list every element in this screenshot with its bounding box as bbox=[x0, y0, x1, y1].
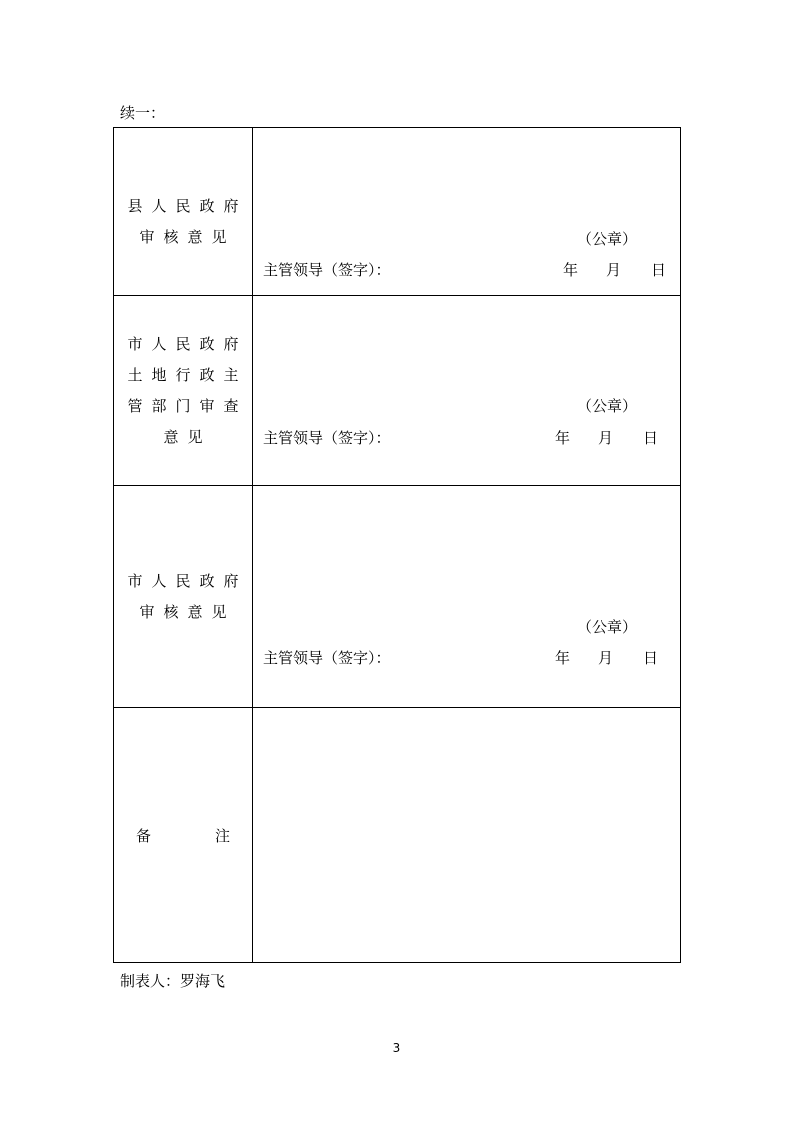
preparer-label: 制表人：罗海飞 bbox=[120, 972, 226, 990]
date-year: 年 bbox=[554, 429, 570, 447]
remarks-cell[interactable] bbox=[253, 708, 681, 963]
row-label-line: 审核意见 bbox=[139, 602, 236, 621]
continued-label: 续一： bbox=[120, 104, 166, 122]
row-label-line: 市人民政府 bbox=[127, 571, 248, 590]
seal-label: （公章） bbox=[576, 397, 637, 415]
remarks-label-left: 备 bbox=[136, 826, 152, 845]
leader-signature-label: 主管领导（签字）： bbox=[263, 261, 391, 279]
date-day: 日 bbox=[642, 649, 658, 667]
row-label-cell bbox=[114, 486, 253, 708]
opinion-cell[interactable] bbox=[253, 296, 681, 486]
seal-label: （公章） bbox=[576, 618, 637, 636]
date-month: 月 bbox=[605, 261, 621, 279]
date-day: 日 bbox=[650, 261, 666, 279]
seal-label: （公章） bbox=[576, 230, 637, 248]
leader-signature-label: 主管领导（签字）： bbox=[263, 649, 391, 667]
row-label-line: 土地行政主 bbox=[127, 365, 248, 384]
date-month: 月 bbox=[597, 649, 613, 667]
row-label-line: 意见 bbox=[163, 427, 212, 446]
date-field bbox=[555, 647, 658, 668]
leader-signature-label: 主管领导（签字）： bbox=[263, 429, 391, 447]
opinion-cell[interactable] bbox=[253, 128, 681, 296]
table-row bbox=[114, 708, 681, 963]
date-year: 年 bbox=[562, 261, 578, 279]
row-label-line: 审核意见 bbox=[139, 227, 236, 246]
remarks-label-right: 注 bbox=[214, 826, 230, 845]
row-label-cell bbox=[114, 128, 253, 296]
row-label-cell bbox=[114, 296, 253, 486]
approval-form-table bbox=[113, 127, 681, 963]
date-day: 日 bbox=[642, 429, 658, 447]
date-month: 月 bbox=[597, 429, 613, 447]
date-field bbox=[563, 259, 666, 280]
opinion-cell[interactable] bbox=[253, 486, 681, 708]
date-field bbox=[555, 427, 658, 448]
page-number: 3 bbox=[392, 1041, 401, 1055]
table-row bbox=[114, 486, 681, 708]
row-label-line: 市人民政府 bbox=[127, 334, 248, 353]
table-row bbox=[114, 128, 681, 296]
row-label-line: 管部门审查 bbox=[127, 396, 248, 415]
remarks-label bbox=[114, 825, 252, 846]
table-row bbox=[114, 296, 681, 486]
row-label-line: 县人民政府 bbox=[127, 196, 248, 215]
row-label-cell bbox=[114, 708, 253, 963]
date-year: 年 bbox=[554, 649, 570, 667]
